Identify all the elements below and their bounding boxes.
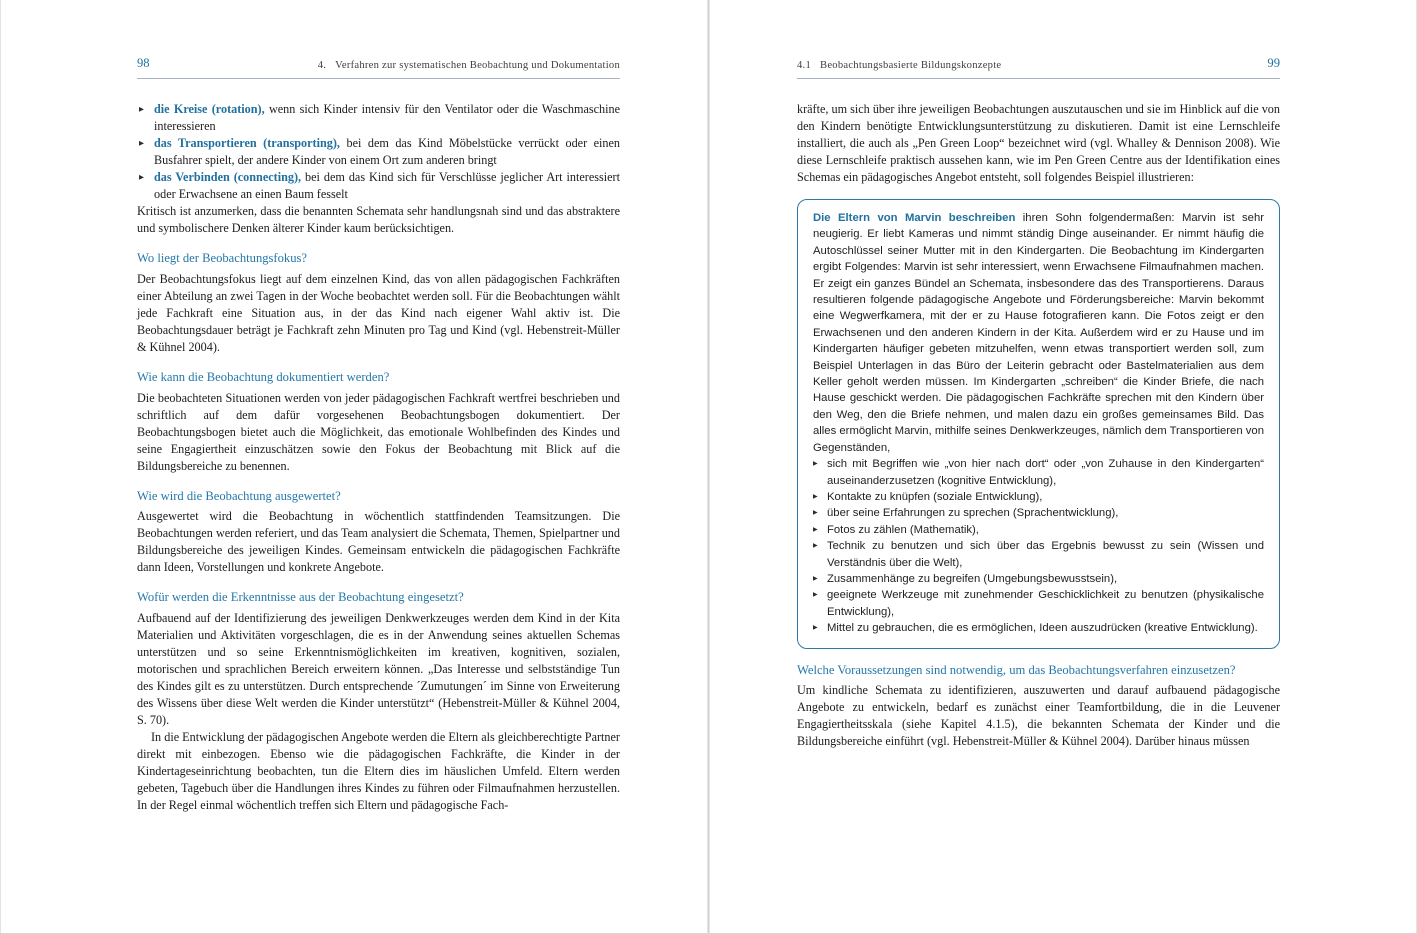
page-left [0, 0, 708, 934]
paragraph: Die beobachteten Situationen werden von jeder pädagogischen Fachkraft wertfrei beschrieben und schriftlich auf dem dafür vorgesehenen Beobachtungsbogen dokumentiert. Der Beobachtungsbogen bietet auch die Möglichkeit, das emotionale Wohlbefinden des Kindes und seine Engagiertheit einzuschätzen sowie den Fokus der Beobachtung mit Blick auf die Bildungsbereiche zu benennen. [137, 390, 620, 473]
bullet-lead: das Transportieren (transporting), [154, 136, 340, 150]
list-item [813, 456, 1264, 489]
page-number: 99 [1267, 56, 1280, 70]
bullet-text: Zusammenhänge zu begreifen (Umgebungsbewusstsein), [827, 572, 1118, 585]
bullet-lead: das Verbinden (connecting), [154, 170, 302, 184]
running-head [318, 60, 620, 71]
text-column-right [797, 101, 1280, 750]
bullet-lead: die Kreise (rotation), [154, 102, 265, 116]
list-item-content [154, 102, 620, 133]
running-head [797, 60, 1001, 71]
triangle-bullet-icon: ▶ [813, 592, 818, 599]
page-header-right [797, 52, 1280, 79]
paragraph: Kritisch ist anzumerken, dass die benannten Schemata sehr handlungsnah sind und das abstraktere und symbolischere Denken älterer Kinder kaum berücksichtigen. [137, 204, 620, 235]
bullet-text: bei dem das Kind sich für Verschlüsse jeglicher Art interessiert oder Erwachsene an einen Baum fesselt [154, 170, 620, 201]
example-box-text: ihren Sohn folgendermaßen: Marvin ist sehr neugierig. Er liebt Kameras und nimmt ständig Dinge auseinander. Er nimmt häufig die Autoschlüssel seiner Mutter mit in den Kindergarten. Die Beobachtung im Kindergarten ergibt Folgendes: Marvin ist sehr interessiert, wenn Erwachsene Filmaufnahmen machen. Er zeigt ein ganzes Bündel an Schemata, insbesondere das des Transportierens. Daraus resultieren folgende pädagogische Angebote und Förderungsbereiche: Marvin bekommt eine Wegwerfkamera, mit der er zu Hause fotografieren kann. Die Fotos zeigt er den Erwachsenen und den anderen Kindern in der Kita. Außerdem wird er zu Hause und im Kindergarten häufiger gebeten mitzuhelfen, wenn etwas transportiert werden soll, zum Beispiel Unterlagen in das Büro der Leiterin gebracht oder Bastelmaterialien aus dem Keller geholt werden müssen. Im Kindergarten „schreiben“ die Kinder Briefe, die nach Hause geschickt werden. Die pädagogischen Fachkräfte sprechen mit den Kindern über den Weg, den die Briefe nehmen, und malen dazu ein großes gemeinsames Bild. Das alles ermöglicht Marvin, mithilfe seines Denkwerkzeuges, nämlich dem Transportieren von Gegenständen, [813, 212, 1264, 454]
triangle-bullet-icon: ▶ [813, 461, 818, 468]
list-item [813, 538, 1264, 571]
section-heading: Wo liegt der Beobachtungsfokus? [137, 251, 308, 265]
paragraph: kräfte, um sich über ihre jeweiligen Beobachtungen auszutauschen und sie im Hinblick auf die von den Kindern benötigte Entwicklungsunterstützung zu diskutieren. Damit ist eine Lernschleife installiert, die auch als „Pen Green Loop“ bezeichnet wird (vgl. Whalley & Dennison 2008). Wie diese Lernschleife praktisch aussehen kann, wie im Pen Green Centre aus der Identifikation eines Schemas ein pädagogisches Angebot entsteht, soll folgendes Beispiel illustrieren: [797, 102, 1280, 184]
list-item [813, 505, 1264, 521]
triangle-bullet-icon: ▶ [813, 510, 818, 517]
list-item [813, 522, 1264, 538]
list-item [813, 620, 1264, 636]
list-item [137, 169, 620, 203]
chapter-title: Verfahren zur systematischen Beobachtung und Dokumentation [335, 60, 620, 71]
section-number: 4.1 [797, 60, 811, 71]
list-item [813, 571, 1264, 587]
bullet-text: wenn sich Kinder intensiv für den Ventilator oder die Waschmaschine interessieren [154, 102, 621, 133]
list-item-content [154, 136, 620, 167]
section-title: Beobachtungsbasierte Bildungskonzepte [820, 60, 1002, 71]
paragraph: Aufbauend auf der Identifizierung des jeweiligen Denkwerkzeuges werden dem Kind in der Kita Materialien und Aktivitäten vorgeschlagen, die es in der Anwendung seines aktuellen Schemas unterstützen und so seine Erkenntnismöglichkeiten im kreativen, kognitiven, sozialen, motorischen und sprachlichen Bereich erweitern können. „Das Interesse und selbstständige Tun des Kindes gilt es zu unterstützen. Durch entsprechende ´Zumutungen´ im Sinne von Erweiterung des Wissens über diese Welt werden die Kinder unterstützt“ (Hebenstreit-Müller & Kühnel 2004, S. 70). [137, 611, 620, 728]
section-heading: Wofür werden die Erkenntnisse aus der Beobachtung eingesetzt? [137, 590, 464, 605]
list-item [137, 135, 620, 169]
paragraph: Ausgewertet wird die Beobachtung in wöchentlich stattfindenden Teamsitzungen. Die Beobachtungen werden referiert, und das Team analysiert die Schemata, Themen, Spielpartner und Bildungsbereiche des jeweiligen Kindes. Gemeinsam entwickeln die pädagogischen Fachkräfte dann Ideen, Vorstellungen und konkrete Angebote. [137, 509, 620, 575]
list-item [813, 587, 1264, 620]
section-heading: Wie wird die Beobachtung ausgewertet? [137, 488, 341, 503]
section-heading: Wie kann die Beobachtung dokumentiert werden? [137, 369, 390, 384]
bullet-text: Fotos zu zählen (Mathematik), [827, 523, 979, 536]
bullet-text: bei dem das Kind Möbelstücke verrückt oder einen Busfahrer spielt, der andere Kinder von einem Ort zum anderen bringt [154, 136, 621, 167]
triangle-bullet-icon: ▶ [139, 106, 144, 113]
list-item-content [154, 170, 620, 201]
page-header-left [137, 52, 620, 79]
triangle-bullet-icon: ▶ [813, 575, 818, 582]
page-number: 98 [137, 56, 150, 70]
bullet-text: Technik zu benutzen und sich über das Ergebnis bewusst zu sein (Wissen und Verständnis über die Welt), [827, 540, 1264, 569]
bullet-text: Mittel zu gebrauchen, die es ermöglichen, Ideen auszudrücken (kreative Entwicklung). [827, 622, 1258, 635]
example-box-lead: Die Eltern von Marvin beschreiben [813, 212, 1016, 224]
list-item [137, 101, 620, 135]
triangle-bullet-icon: ▶ [813, 543, 818, 550]
list-item [813, 489, 1264, 505]
text-column-left [137, 101, 620, 814]
triangle-bullet-icon: ▶ [813, 493, 818, 500]
example-box [797, 199, 1280, 649]
paragraph: Der Beobachtungsfokus liegt auf dem einzelnen Kind, das von allen pädagogischen Fachkräften einer Abteilung an zwei Tagen in der Woche beobachtet werden soll. Für die Beobachtungen wählt jede Fachkraft eine Situation aus, in der das Kind nach eigener Wahl aktiv ist. Die Beobachtungsdauer beträgt je Fachkraft zehn Minuten pro Tag und Kind (vgl. Hebenstreit-Müller & Kühnel 2004). [137, 271, 620, 354]
bullet-text: geeignete Werkzeuge mit zunehmender Geschicklichkeit zu benutzen (physikalische Entwicklung), [827, 589, 1264, 618]
triangle-bullet-icon: ▶ [139, 140, 144, 147]
example-box-paragraph [813, 210, 1264, 456]
chapter-number: 4. [317, 60, 327, 71]
bullet-text: über seine Erfahrungen zu sprechen (Sprachentwicklung), [827, 507, 1119, 520]
paragraph: In die Entwicklung der pädagogischen Angebote werden die Eltern als gleichberechtigte Partner direkt mit einbezogen. Ebenso wie die pädagogischen Fachkräfte, die Kinder in der Kindertageseinrichtung beobachten, tun die Eltern dies im häuslichen Umfeld. Eltern werden gebeten, Tagebuch über die Handlungen ihres Kindes zu führen oder Filmaufnahmen herzustellen. In der Regel einmal wöchentlich treffen sich Eltern und pädagogische Fach- [137, 730, 620, 813]
triangle-bullet-icon: ▶ [813, 526, 818, 533]
bullet-text: sich mit Begriffen wie „von hier nach dort“ oder „von Zuhause in den Kindergarten“ auseinanderzusetzen (kognitive Entwicklung), [827, 458, 1264, 487]
triangle-bullet-icon: ▶ [813, 625, 818, 632]
paragraph: Um kindliche Schemata zu identifizieren, auszuwerten und darauf aufbauend pädagogische Angebote zu entwickeln, bedarf es zunächst einer Teamfortbildung, die in die Leuvener Engagiertheitsskala (siehe Kapitel 4.1.5), die bekannten Schemata der Kinder und die Bildungsbereiche einführt (vgl. Hebenstreit-Müller & Kühnel 2004). Darüber hinaus müssen [797, 683, 1280, 749]
section-heading: Welche Voraussetzungen sind notwendig, um das Beobachtungsverfahren einzusetzen? [797, 662, 1236, 677]
triangle-bullet-icon: ▶ [139, 174, 144, 181]
bullet-text: Kontakte zu knüpfen (soziale Entwicklung), [827, 490, 1043, 503]
page-right [709, 0, 1417, 934]
